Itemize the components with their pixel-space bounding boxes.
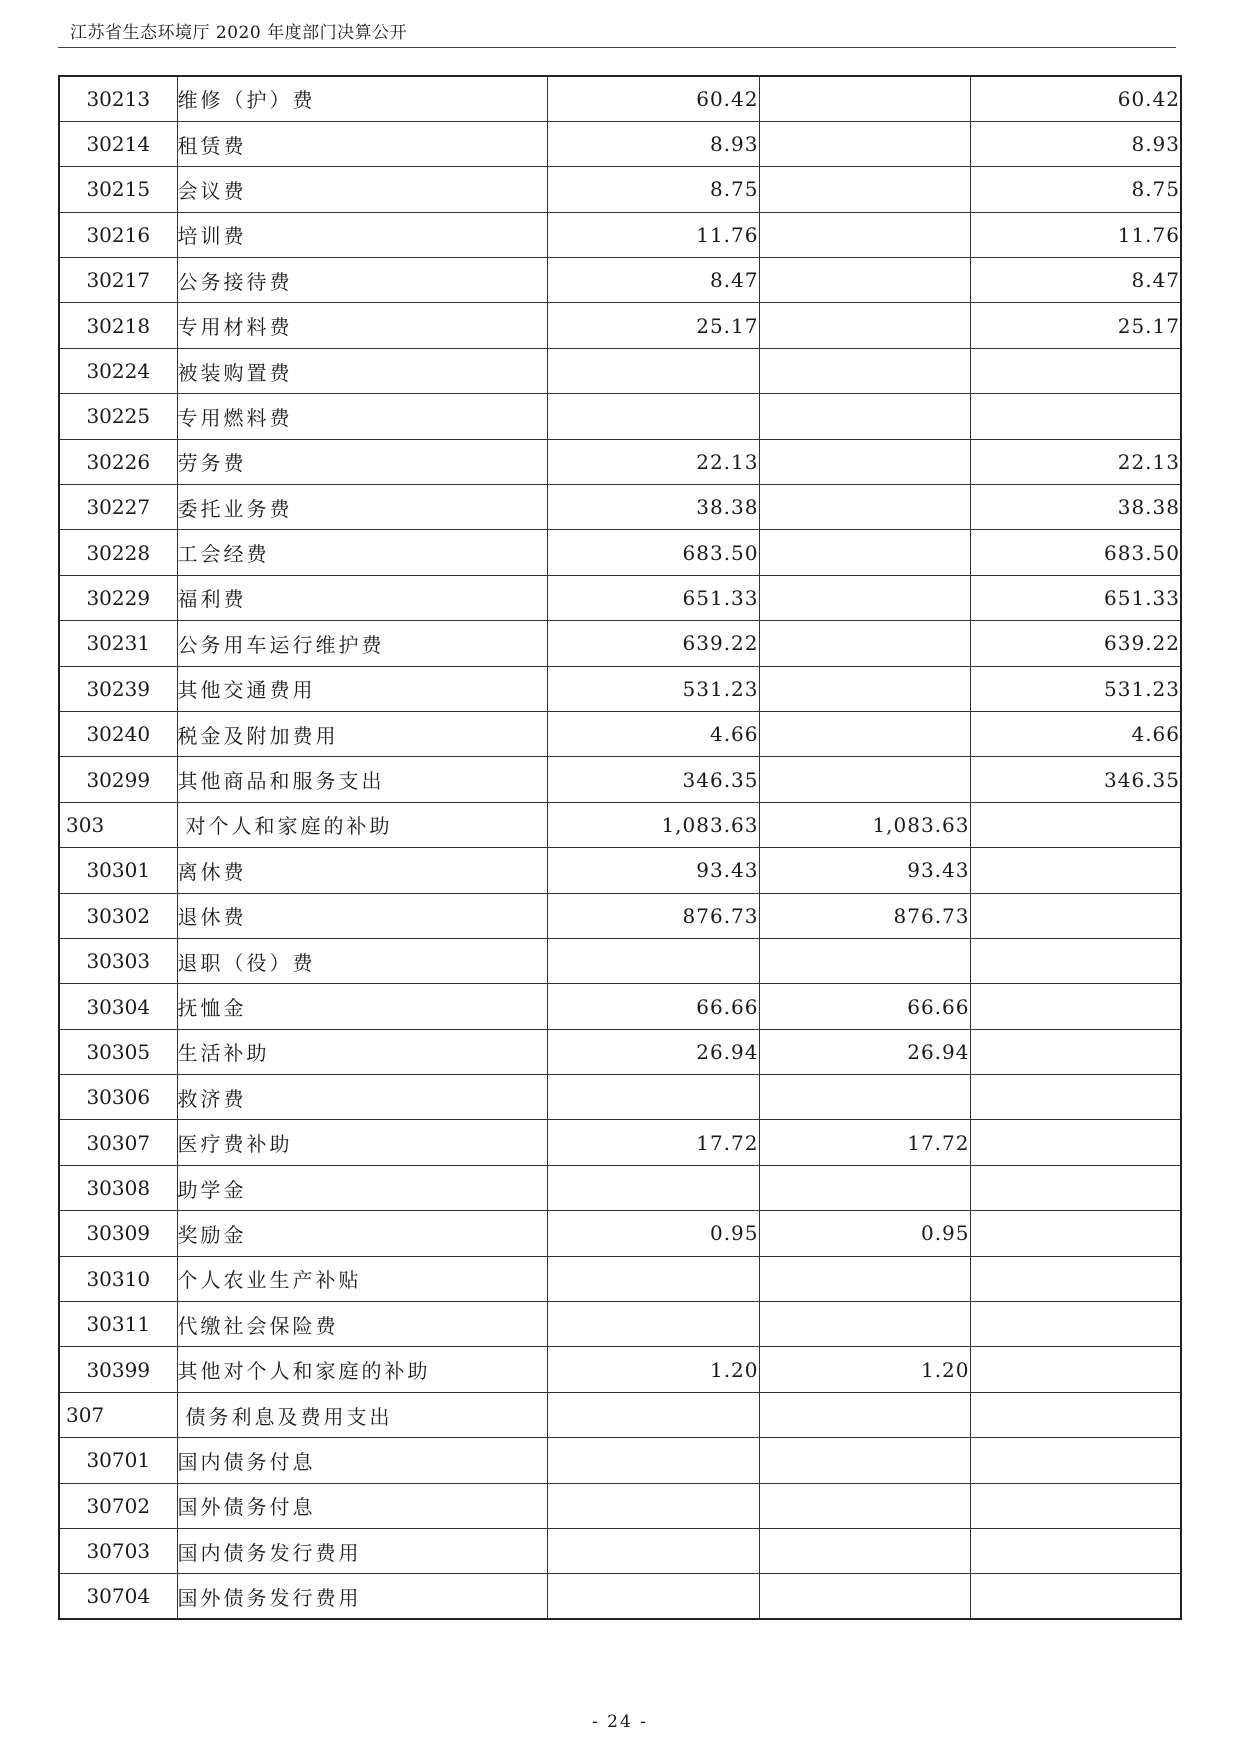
- code-cell: 30226: [59, 439, 177, 484]
- code-cell: 30308: [59, 1165, 177, 1210]
- value-cell-3: [970, 1211, 1181, 1256]
- name-cell: 个人农业生产补贴: [177, 1256, 547, 1301]
- value-cell-3: [970, 1302, 1181, 1347]
- name-cell: 专用燃料费: [177, 394, 547, 439]
- value-cell-1: 11.76: [547, 212, 759, 257]
- code-cell: 30215: [59, 167, 177, 212]
- value-cell-1: 1.20: [547, 1347, 759, 1392]
- table-row: [59, 348, 1181, 393]
- name-cell: 专用材料费: [177, 303, 547, 348]
- name-cell: 对个人和家庭的补助: [177, 802, 547, 847]
- value-cell-2: [759, 1075, 970, 1120]
- value-cell-3: [970, 1256, 1181, 1301]
- value-cell-3: 8.93: [970, 121, 1181, 166]
- table-row: [59, 1574, 1181, 1619]
- code-cell: 30306: [59, 1075, 177, 1120]
- expenditure-table: [58, 75, 1182, 1620]
- name-cell: 其他交通费用: [177, 666, 547, 711]
- document-header: 江苏省生态环境厅 2020 年度部门决算公开: [70, 23, 408, 43]
- name-cell: 助学金: [177, 1165, 547, 1210]
- value-cell-1: [547, 1438, 759, 1483]
- name-cell: 抚恤金: [177, 984, 547, 1029]
- value-cell-3: [970, 938, 1181, 983]
- value-cell-1: [547, 1529, 759, 1574]
- value-cell-2: [759, 711, 970, 756]
- value-cell-2: [759, 938, 970, 983]
- value-cell-2: 1.20: [759, 1347, 970, 1392]
- code-cell: 307: [59, 1392, 177, 1437]
- value-cell-3: 639.22: [970, 621, 1181, 666]
- value-cell-2: 66.66: [759, 984, 970, 1029]
- value-cell-2: 17.72: [759, 1120, 970, 1165]
- table-row: [59, 802, 1181, 847]
- value-cell-2: [759, 1483, 970, 1528]
- name-cell: 救济费: [177, 1075, 547, 1120]
- value-cell-2: [759, 76, 970, 121]
- value-cell-2: 26.94: [759, 1029, 970, 1074]
- value-cell-3: 38.38: [970, 485, 1181, 530]
- value-cell-1: [547, 938, 759, 983]
- value-cell-1: 8.93: [547, 121, 759, 166]
- value-cell-3: [970, 348, 1181, 393]
- code-cell: 30304: [59, 984, 177, 1029]
- value-cell-2: [759, 1302, 970, 1347]
- name-cell: 国内债务发行费用: [177, 1529, 547, 1574]
- table-row: [59, 621, 1181, 666]
- code-cell: 30218: [59, 303, 177, 348]
- value-cell-3: [970, 1165, 1181, 1210]
- code-cell: 30225: [59, 394, 177, 439]
- value-cell-1: 683.50: [547, 530, 759, 575]
- code-cell: 30305: [59, 1029, 177, 1074]
- value-cell-3: [970, 394, 1181, 439]
- value-cell-3: 531.23: [970, 666, 1181, 711]
- value-cell-2: [759, 394, 970, 439]
- name-cell: 公务接待费: [177, 258, 547, 303]
- name-cell: 奖励金: [177, 1211, 547, 1256]
- table-row: [59, 575, 1181, 620]
- table-row: [59, 121, 1181, 166]
- value-cell-3: [970, 1120, 1181, 1165]
- value-cell-2: [759, 530, 970, 575]
- code-cell: 30229: [59, 575, 177, 620]
- value-cell-1: 1,083.63: [547, 802, 759, 847]
- table-row: [59, 666, 1181, 711]
- table-row: [59, 76, 1181, 121]
- name-cell: 债务利息及费用支出: [177, 1392, 547, 1437]
- name-cell: 生活补助: [177, 1029, 547, 1074]
- value-cell-3: [970, 1438, 1181, 1483]
- name-cell: 会议费: [177, 167, 547, 212]
- value-cell-1: 4.66: [547, 711, 759, 756]
- value-cell-2: 1,083.63: [759, 802, 970, 847]
- code-cell: 30704: [59, 1574, 177, 1619]
- table-row: [59, 1120, 1181, 1165]
- value-cell-2: 876.73: [759, 893, 970, 938]
- code-cell: 30399: [59, 1347, 177, 1392]
- name-cell: 工会经费: [177, 530, 547, 575]
- code-cell: 30309: [59, 1211, 177, 1256]
- table-row: [59, 1529, 1181, 1574]
- value-cell-1: 25.17: [547, 303, 759, 348]
- value-cell-1: [547, 348, 759, 393]
- table-row: [59, 258, 1181, 303]
- name-cell: 公务用车运行维护费: [177, 621, 547, 666]
- value-cell-2: [759, 575, 970, 620]
- code-cell: 30302: [59, 893, 177, 938]
- value-cell-1: 60.42: [547, 76, 759, 121]
- value-cell-3: 651.33: [970, 575, 1181, 620]
- table-row: [59, 1302, 1181, 1347]
- table-row: [59, 757, 1181, 802]
- name-cell: 离休费: [177, 848, 547, 893]
- table-row: [59, 1256, 1181, 1301]
- value-cell-3: 22.13: [970, 439, 1181, 484]
- name-cell: 国外债务付息: [177, 1483, 547, 1528]
- value-cell-2: [759, 621, 970, 666]
- value-cell-2: [759, 1438, 970, 1483]
- value-cell-1: 17.72: [547, 1120, 759, 1165]
- value-cell-1: [547, 1392, 759, 1437]
- value-cell-1: [547, 1302, 759, 1347]
- code-cell: 30224: [59, 348, 177, 393]
- code-cell: 30216: [59, 212, 177, 257]
- value-cell-3: 11.76: [970, 212, 1181, 257]
- value-cell-2: [759, 439, 970, 484]
- page-number: - 24 -: [592, 1712, 648, 1732]
- table-row: [59, 1438, 1181, 1483]
- value-cell-3: 346.35: [970, 757, 1181, 802]
- value-cell-1: 651.33: [547, 575, 759, 620]
- value-cell-1: 531.23: [547, 666, 759, 711]
- value-cell-3: [970, 1347, 1181, 1392]
- table-row: [59, 1075, 1181, 1120]
- code-cell: 30307: [59, 1120, 177, 1165]
- header-divider: [58, 47, 1176, 48]
- table-row: [59, 1211, 1181, 1256]
- value-cell-1: 26.94: [547, 1029, 759, 1074]
- code-cell: 30701: [59, 1438, 177, 1483]
- value-cell-3: [970, 1483, 1181, 1528]
- name-cell: 代缴社会保险费: [177, 1302, 547, 1347]
- code-cell: 30301: [59, 848, 177, 893]
- code-cell: 30303: [59, 938, 177, 983]
- value-cell-2: 93.43: [759, 848, 970, 893]
- name-cell: 其他对个人和家庭的补助: [177, 1347, 547, 1392]
- value-cell-3: [970, 802, 1181, 847]
- value-cell-1: [547, 394, 759, 439]
- name-cell: 租赁费: [177, 121, 547, 166]
- value-cell-2: [759, 258, 970, 303]
- value-cell-1: [547, 1165, 759, 1210]
- table-row: [59, 167, 1181, 212]
- value-cell-3: [970, 893, 1181, 938]
- value-cell-3: [970, 1029, 1181, 1074]
- code-cell: 30311: [59, 1302, 177, 1347]
- value-cell-2: [759, 485, 970, 530]
- code-cell: 30310: [59, 1256, 177, 1301]
- code-cell: 30227: [59, 485, 177, 530]
- name-cell: 医疗费补助: [177, 1120, 547, 1165]
- value-cell-1: [547, 1256, 759, 1301]
- value-cell-1: 876.73: [547, 893, 759, 938]
- value-cell-3: [970, 848, 1181, 893]
- table-row: [59, 711, 1181, 756]
- value-cell-2: [759, 757, 970, 802]
- value-cell-1: 93.43: [547, 848, 759, 893]
- value-cell-2: 0.95: [759, 1211, 970, 1256]
- value-cell-2: [759, 1529, 970, 1574]
- table-row: [59, 439, 1181, 484]
- name-cell: 退休费: [177, 893, 547, 938]
- value-cell-1: 346.35: [547, 757, 759, 802]
- value-cell-1: 639.22: [547, 621, 759, 666]
- value-cell-2: [759, 212, 970, 257]
- value-cell-2: [759, 348, 970, 393]
- value-cell-1: [547, 1075, 759, 1120]
- value-cell-1: [547, 1483, 759, 1528]
- value-cell-3: 60.42: [970, 76, 1181, 121]
- table-row: [59, 394, 1181, 439]
- table-row: [59, 1029, 1181, 1074]
- value-cell-1: 22.13: [547, 439, 759, 484]
- value-cell-3: [970, 1392, 1181, 1437]
- value-cell-2: [759, 1574, 970, 1619]
- name-cell: 被装购置费: [177, 348, 547, 393]
- name-cell: 福利费: [177, 575, 547, 620]
- name-cell: 其他商品和服务支出: [177, 757, 547, 802]
- value-cell-3: [970, 1574, 1181, 1619]
- code-cell: 30213: [59, 76, 177, 121]
- value-cell-3: 4.66: [970, 711, 1181, 756]
- code-cell: 30703: [59, 1529, 177, 1574]
- table-row: [59, 485, 1181, 530]
- name-cell: 国外债务发行费用: [177, 1574, 547, 1619]
- value-cell-2: [759, 121, 970, 166]
- value-cell-1: 0.95: [547, 1211, 759, 1256]
- table-row: [59, 1347, 1181, 1392]
- value-cell-2: [759, 1165, 970, 1210]
- value-cell-3: [970, 1075, 1181, 1120]
- table-row: [59, 848, 1181, 893]
- value-cell-1: 66.66: [547, 984, 759, 1029]
- name-cell: 税金及附加费用: [177, 711, 547, 756]
- name-cell: 委托业务费: [177, 485, 547, 530]
- value-cell-2: [759, 666, 970, 711]
- code-cell: 30228: [59, 530, 177, 575]
- code-cell: 30239: [59, 666, 177, 711]
- name-cell: 退职（役）费: [177, 938, 547, 983]
- value-cell-1: 8.75: [547, 167, 759, 212]
- code-cell: 30240: [59, 711, 177, 756]
- code-cell: 30299: [59, 757, 177, 802]
- value-cell-3: 25.17: [970, 303, 1181, 348]
- name-cell: 国内债务付息: [177, 1438, 547, 1483]
- code-cell: 303: [59, 802, 177, 847]
- table-row: [59, 1483, 1181, 1528]
- table-row: [59, 212, 1181, 257]
- table-row: [59, 938, 1181, 983]
- value-cell-2: [759, 167, 970, 212]
- value-cell-1: 38.38: [547, 485, 759, 530]
- value-cell-3: 683.50: [970, 530, 1181, 575]
- code-cell: 30702: [59, 1483, 177, 1528]
- value-cell-2: [759, 1392, 970, 1437]
- code-cell: 30231: [59, 621, 177, 666]
- table-row: [59, 893, 1181, 938]
- name-cell: 维修（护）费: [177, 76, 547, 121]
- code-cell: 30217: [59, 258, 177, 303]
- value-cell-3: [970, 984, 1181, 1029]
- value-cell-3: 8.75: [970, 167, 1181, 212]
- value-cell-1: 8.47: [547, 258, 759, 303]
- value-cell-3: [970, 1529, 1181, 1574]
- table-row: [59, 1165, 1181, 1210]
- table-row: [59, 303, 1181, 348]
- value-cell-2: [759, 1256, 970, 1301]
- table-row: [59, 530, 1181, 575]
- value-cell-3: 8.47: [970, 258, 1181, 303]
- value-cell-2: [759, 303, 970, 348]
- table-row: [59, 984, 1181, 1029]
- name-cell: 培训费: [177, 212, 547, 257]
- table-row: [59, 1392, 1181, 1437]
- name-cell: 劳务费: [177, 439, 547, 484]
- code-cell: 30214: [59, 121, 177, 166]
- value-cell-1: [547, 1574, 759, 1619]
